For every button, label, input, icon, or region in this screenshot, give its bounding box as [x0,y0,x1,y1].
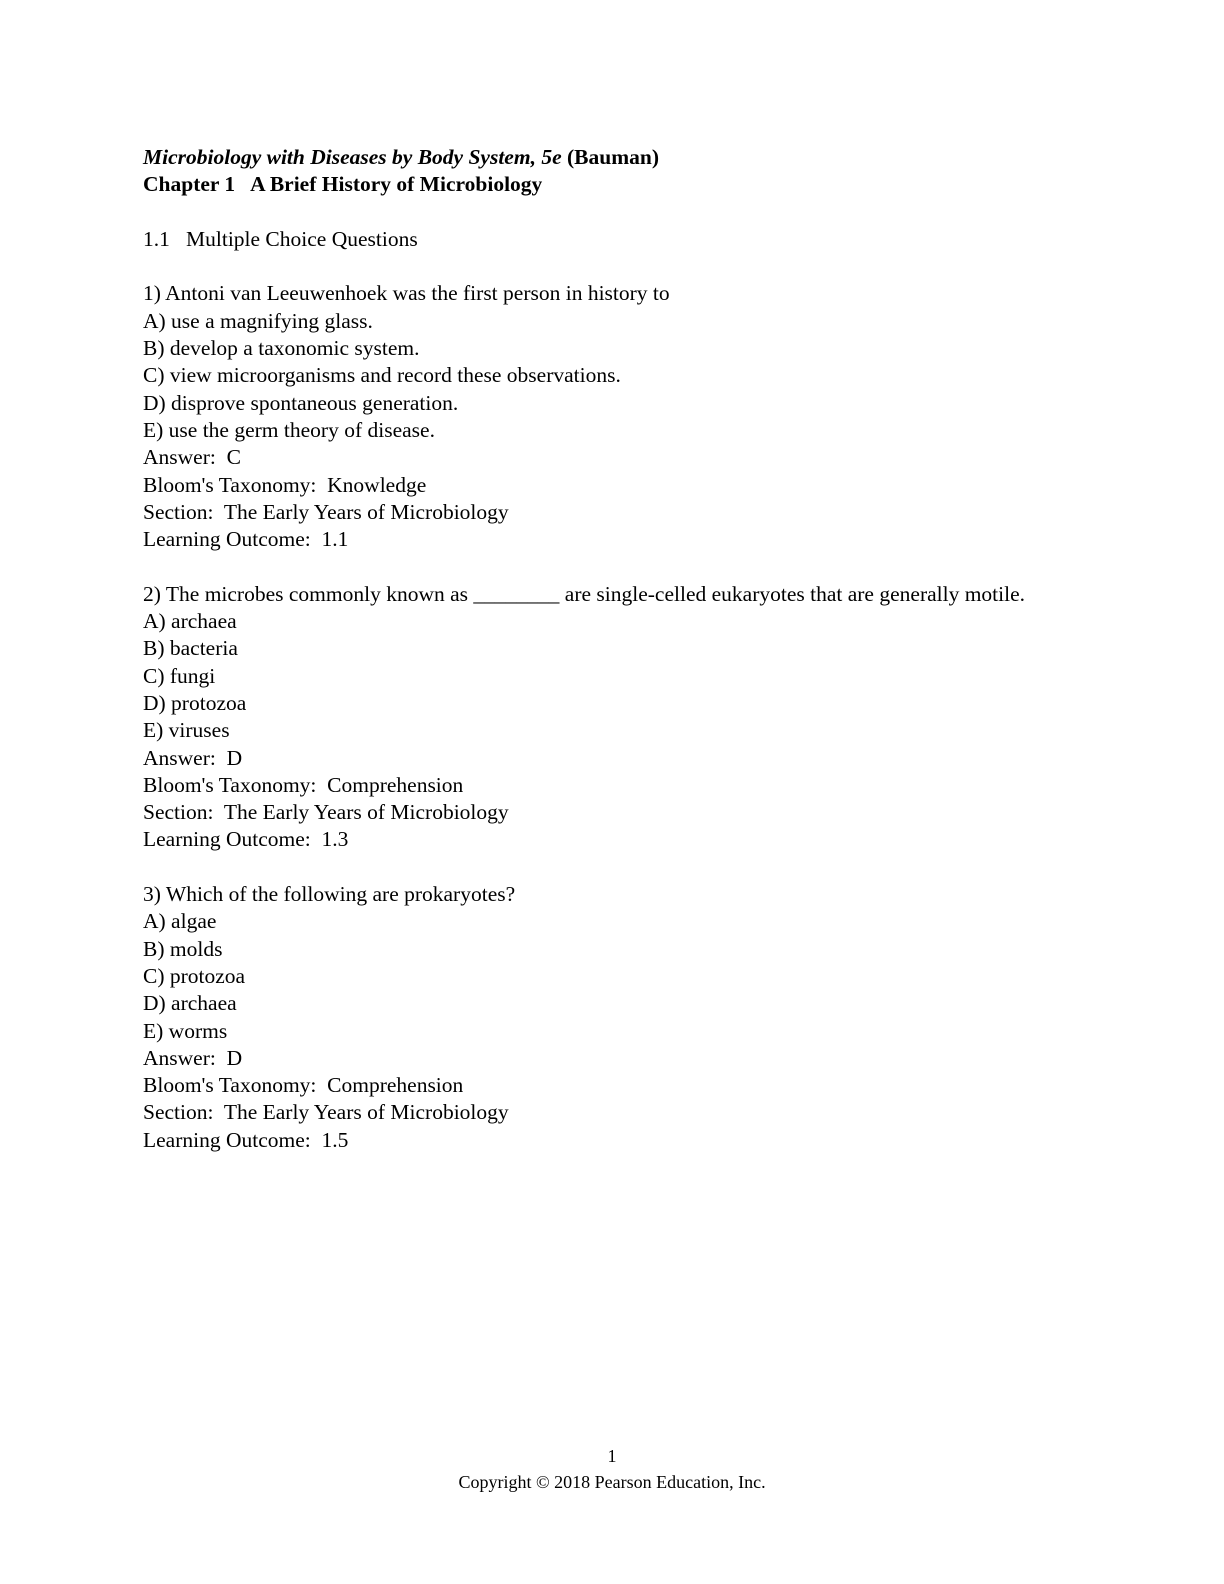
bloom-taxonomy: Bloom's Taxonomy: Comprehension [143,1073,464,1098]
answer-key: Answer: C [143,445,241,470]
question-section: Section: The Early Years of Microbiology [143,1100,509,1125]
spacer [143,553,1083,580]
document-page [143,144,1083,1154]
answer-option: A) archaea [143,609,237,634]
question-block [143,881,1083,1154]
answer-option: C) protozoa [143,963,246,988]
answer-option: A) algae [143,909,217,934]
spacer [143,854,1083,881]
question-section: Section: The Early Years of Microbiology [143,499,509,524]
chapter-title: Chapter 1 A Brief History of Microbiology [143,172,543,197]
answer-option: D) protozoa [143,690,247,715]
learning-outcome: Learning Outcome: 1.5 [143,1127,349,1152]
learning-outcome: Learning Outcome: 1.3 [143,827,349,852]
answer-key: Answer: D [143,745,243,770]
answer-option: A) use a magnifying glass. [143,308,373,333]
question-stem: 3) Which of the following are prokaryotes? [143,882,516,907]
question-block [143,280,1083,553]
answer-option: D) archaea [143,991,237,1016]
book-header [143,144,1083,171]
answer-option: C) fungi [143,663,216,688]
answer-option: E) viruses [143,718,230,743]
answer-key: Answer: D [143,1045,243,1070]
copyright-notice: Copyright © 2018 Pearson Education, Inc. [458,1472,766,1492]
book-title: Microbiology with Diseases by Body System, 5e [143,145,562,169]
answer-option: D) disprove spontaneous generation. [143,390,459,415]
answer-option: E) worms [143,1018,228,1043]
section-heading: 1.1 Multiple Choice Questions [143,226,418,251]
learning-outcome: Learning Outcome: 1.1 [143,527,349,552]
bloom-taxonomy: Bloom's Taxonomy: Knowledge [143,472,427,497]
answer-option: B) molds [143,936,223,961]
answer-option: C) view microorganisms and record these observations. [143,363,621,388]
spacer [143,199,1083,226]
spacer [143,253,1083,280]
question-stem: 1) Antoni van Leeuwenhoek was the first person in history to [143,281,670,306]
answer-option: B) develop a taxonomic system. [143,336,420,361]
answer-option: B) bacteria [143,636,238,661]
answer-option: E) use the germ theory of disease. [143,417,435,442]
page-number: 1 [607,1446,617,1466]
bloom-taxonomy: Bloom's Taxonomy: Comprehension [143,772,464,797]
question-section: Section: The Early Years of Microbiology [143,800,509,825]
book-author: (Bauman) [567,145,659,169]
question-stem: 2) The microbes commonly known as ________ are single-celled eukaryotes that are generally motile. [143,581,1026,606]
question-block [143,581,1083,854]
